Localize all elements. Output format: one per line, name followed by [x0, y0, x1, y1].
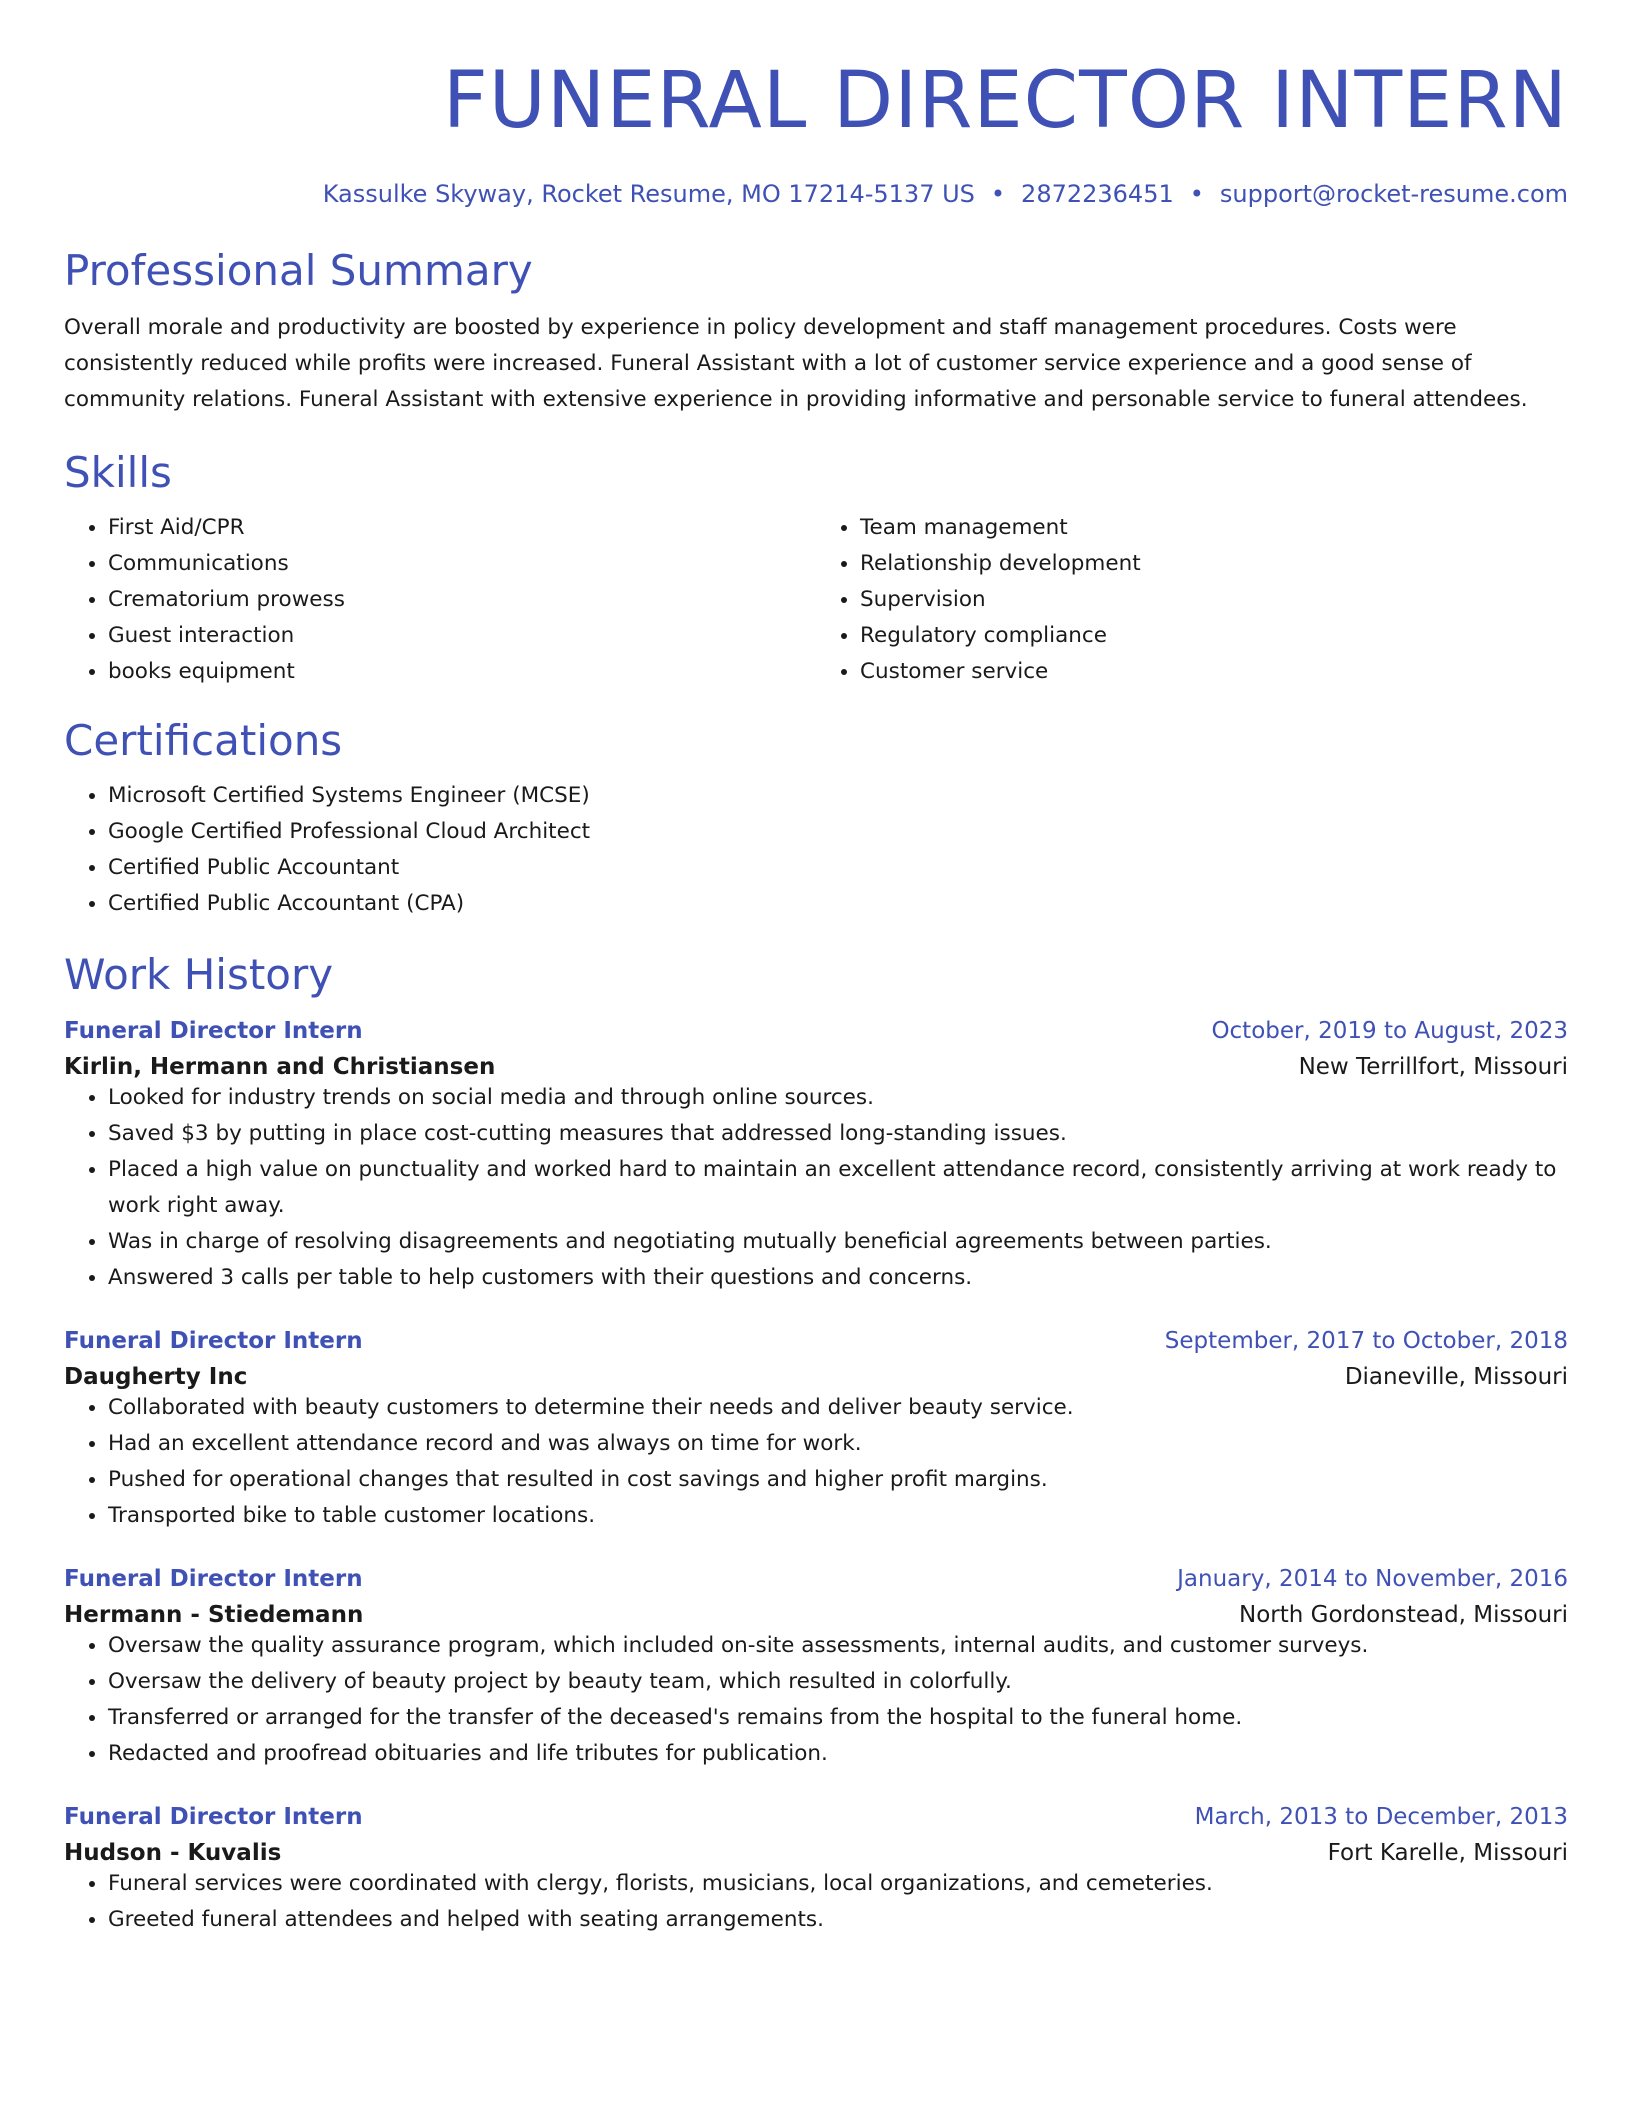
job-bullet: • Redacted and proofread obituaries and life tributes for publication. — [108, 1736, 1568, 1772]
contact-email[interactable]: support@rocket-resume.com — [1219, 180, 1568, 208]
job-location: Dianeville, Missouri — [1344, 1364, 1568, 1390]
job-subheader — [64, 1054, 1568, 1080]
skills-column-right — [816, 510, 1568, 690]
job-location: Fort Karelle, Missouri — [1327, 1840, 1568, 1866]
job-bullets — [64, 1866, 1568, 1938]
job-dates: January, 2014 to November, 2016 — [1177, 1566, 1568, 1592]
skills-grid — [64, 510, 1568, 690]
skill-item: • Regulatory compliance — [860, 618, 1568, 654]
skill-item: • Team management — [860, 510, 1568, 546]
skill-item: • First Aid/CPR — [108, 510, 816, 546]
certifications-heading: Certifications — [64, 716, 343, 765]
job-bullet: • Had an excellent attendance record and was always on time for work. — [108, 1426, 1568, 1462]
job-company: Hermann - Stiedemann — [64, 1602, 364, 1628]
job-bullet: • Oversaw the quality assurance program, which included on-site assessments, internal audits, and customer surveys. — [108, 1628, 1568, 1664]
job-bullet: • Answered 3 calls per table to help customers with their questions and concerns. — [108, 1260, 1568, 1296]
job-title: Funeral Director Intern — [64, 1328, 363, 1354]
job-entry — [64, 1804, 1568, 1938]
job-header — [64, 1804, 1568, 1830]
job-dates: September, 2017 to October, 2018 — [1164, 1328, 1568, 1354]
certification-item: • Google Certified Professional Cloud Architect — [108, 814, 1568, 850]
certification-item: • Certified Public Accountant (CPA) — [108, 886, 1568, 922]
job-header — [64, 1018, 1568, 1044]
job-header — [64, 1566, 1568, 1592]
job-location: New Terrillfort, Missouri — [1298, 1054, 1568, 1080]
job-bullets — [64, 1390, 1568, 1534]
job-bullet: • Greeted funeral attendees and helped with seating arrangements. — [108, 1902, 1568, 1938]
skills-section — [64, 448, 1568, 690]
skills-column-left — [64, 510, 816, 690]
skill-item: • Crematorium prowess — [108, 582, 816, 618]
job-location: North Gordonstead, Missouri — [1239, 1602, 1568, 1628]
job-header — [64, 1328, 1568, 1354]
skill-item: • Supervision — [860, 582, 1568, 618]
summary-section — [64, 246, 1568, 418]
certification-item: • Microsoft Certified Systems Engineer (MCSE) — [108, 778, 1568, 814]
job-bullet: • Placed a high value on punctuality and worked hard to maintain an excellent attendance record, consistently arriving at work ready to work right away. — [108, 1152, 1568, 1224]
certification-item: • Certified Public Accountant — [108, 850, 1568, 886]
job-entry — [64, 1018, 1568, 1296]
job-bullet: • Oversaw the delivery of beauty project by beauty team, which resulted in colorfully. — [108, 1664, 1568, 1700]
skill-item: • Communications — [108, 546, 816, 582]
job-bullet: • Transported bike to table customer locations. — [108, 1498, 1568, 1534]
job-entry — [64, 1328, 1568, 1534]
job-dates: October, 2019 to August, 2023 — [1211, 1018, 1568, 1044]
contact-line — [64, 182, 1568, 206]
separator-dot: • — [1189, 180, 1204, 208]
job-title: Funeral Director Intern — [64, 1804, 363, 1830]
job-bullet: • Funeral services were coordinated with clergy, florists, musicians, local organizations, and cemeteries. — [108, 1866, 1568, 1902]
job-subheader — [64, 1364, 1568, 1390]
job-bullet: • Pushed for operational changes that resulted in cost savings and higher profit margins. — [108, 1462, 1568, 1498]
skill-item: • Guest interaction — [108, 618, 816, 654]
job-bullets — [64, 1080, 1568, 1296]
certifications-list — [64, 778, 1568, 922]
skill-item: • Customer service — [860, 654, 1568, 690]
job-bullet: • Was in charge of resolving disagreements and negotiating mutually beneficial agreements between parties. — [108, 1224, 1568, 1260]
job-bullet: • Looked for industry trends on social media and through online sources. — [108, 1080, 1568, 1116]
job-bullets — [64, 1628, 1568, 1772]
job-title: Funeral Director Intern — [64, 1566, 363, 1592]
job-bullet: • Transferred or arranged for the transfer of the deceased's remains from the hospital to the funeral home. — [108, 1700, 1568, 1736]
job-company: Kirlin, Hermann and Christiansen — [64, 1054, 496, 1080]
summary-text: Overall morale and productivity are boosted by experience in policy development and staff management procedures. Costs were consistently reduced while profits were increased. Funeral Assistant with a lot of customer service experience and a good sense of community relations. Funeral Assistant with extensive experience in providing informative and personable service to funeral attendees. — [64, 315, 1528, 412]
skill-item: • Relationship development — [860, 546, 1568, 582]
job-entry — [64, 1566, 1568, 1772]
contact-phone: 2872236451 — [1021, 180, 1174, 208]
separator-dot: • — [990, 180, 1006, 208]
job-dates: March, 2013 to December, 2013 — [1194, 1804, 1568, 1830]
job-bullet: • Collaborated with beauty customers to determine their needs and deliver beauty service. — [108, 1390, 1568, 1426]
certifications-section — [64, 716, 1568, 922]
work-history-section — [64, 950, 1568, 1938]
job-company: Daugherty Inc — [64, 1364, 248, 1390]
job-company: Hudson - Kuvalis — [64, 1840, 282, 1866]
work-history-heading: Work History — [64, 950, 334, 999]
contact-address: Kassulke Skyway, Rocket Resume, MO 17214-5137 US — [322, 180, 975, 208]
skill-item: • books equipment — [108, 654, 816, 690]
skills-heading: Skills — [64, 448, 172, 497]
summary-heading: Professional Summary — [64, 246, 533, 295]
skills-list-left — [64, 510, 816, 690]
skills-list-right — [816, 510, 1568, 690]
job-title: Funeral Director Intern — [64, 1018, 363, 1044]
job-subheader — [64, 1840, 1568, 1866]
resume-title: FUNERAL DIRECTOR INTERN — [442, 56, 1568, 146]
job-bullet: • Saved $3 by putting in place cost-cutting measures that addressed long-standing issues. — [108, 1116, 1568, 1152]
job-subheader — [64, 1602, 1568, 1628]
